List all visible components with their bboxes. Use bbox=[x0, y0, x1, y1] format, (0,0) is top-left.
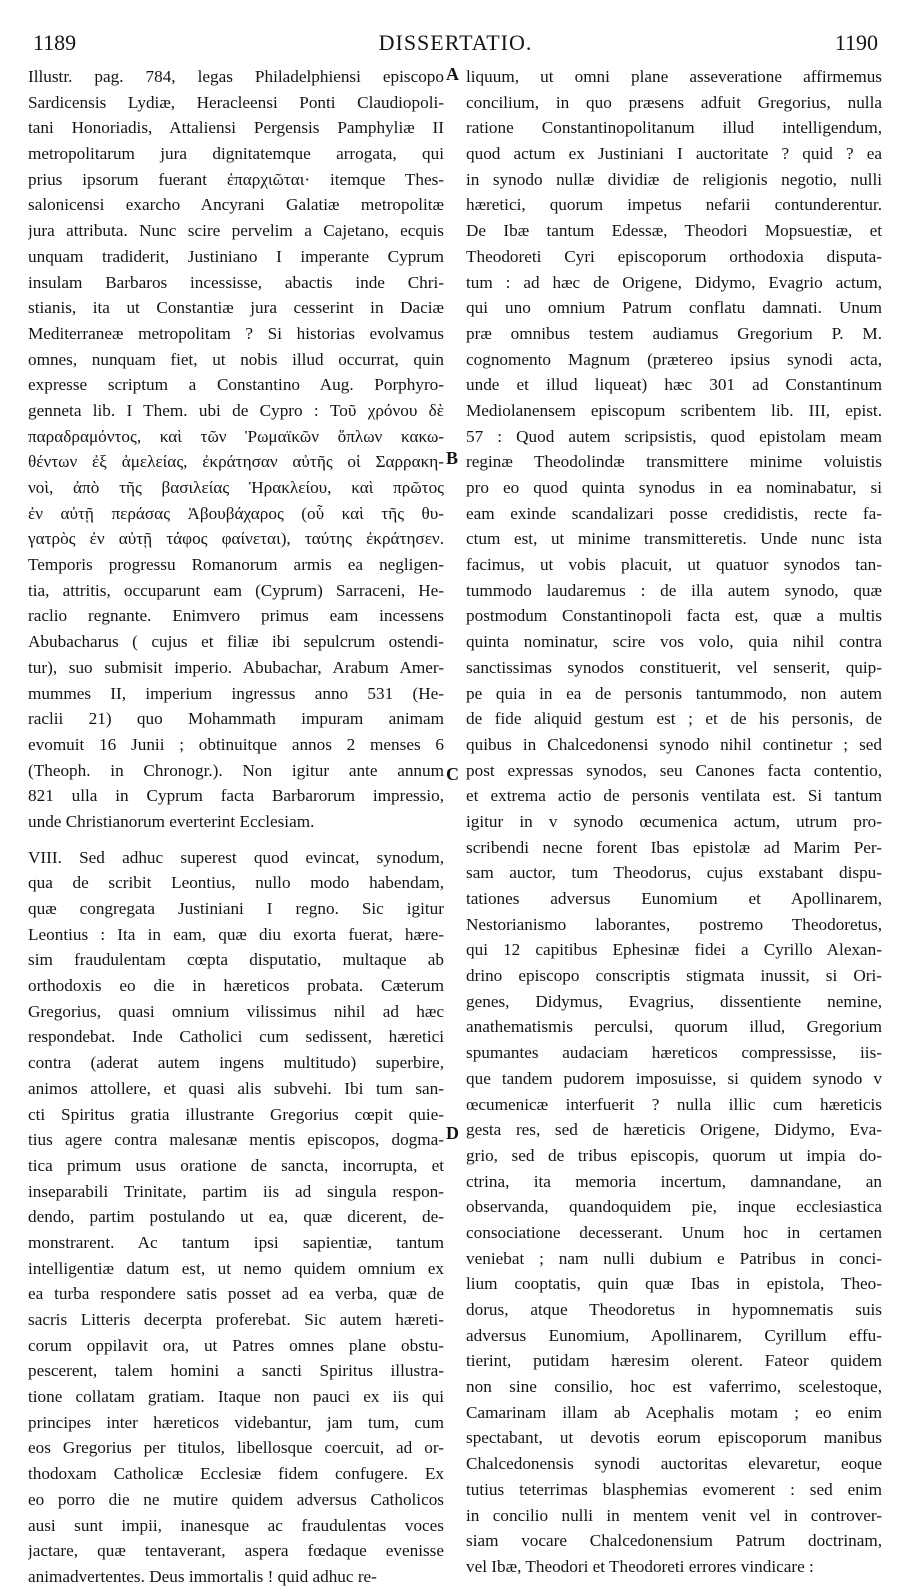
text-line: Gregorius, quasi omnium vilissimus nihil ad hæc bbox=[28, 1001, 444, 1021]
text-line: cognomento Magnum (prætereo ipsius synodi acta, bbox=[466, 349, 882, 369]
text-line: observanda, quandoquidem pie, inque ecclesiastica bbox=[466, 1197, 882, 1217]
text-line: consociatione decesserant. Unum hoc in certamen bbox=[466, 1222, 882, 1242]
text-line: unde et illud liqueat) hæc 301 ad Constantinum bbox=[466, 375, 882, 395]
text-line: scribendi necne forent Ibas epistolæ ad Marim Per- bbox=[466, 837, 882, 857]
text-line: œcumenicæ interfuerit ? nulla illic cum hæreticis bbox=[466, 1094, 882, 1114]
text-line: que tandem pudorem imposuisse, si quidem synodo v bbox=[466, 1068, 882, 1088]
text-line: (Theoph. in Chronogr.). Non igitur ante annum bbox=[28, 760, 444, 780]
text-line: orthodoxis eo die in hæreticos probata. Cæterum bbox=[28, 976, 444, 996]
text-line: VIII. Sed adhuc superest quod evincat, synodum, bbox=[28, 847, 444, 867]
text-line: Illustr. pag. 784, legas Philadelphiensi episcopo bbox=[28, 67, 444, 86]
text-line: ausi sunt impii, inanesque ac fraudulentas voces bbox=[28, 1515, 444, 1535]
text-line: qui uno omnium Patrum conflatu damnati. Unum bbox=[466, 298, 882, 318]
text-line: in synodo nullæ dividiæ de religionis negotio, nulli bbox=[466, 169, 882, 189]
page-header bbox=[33, 30, 878, 60]
text-line: cti Spiritus gratia illustrante Gregorius cœpit quie- bbox=[28, 1104, 444, 1124]
right-text-column bbox=[466, 64, 882, 1580]
text-line: veniebat ; nam nulli dubium e Patribus in conci- bbox=[466, 1248, 882, 1268]
text-line: Mediterraneæ metropolitam ? Si historias evolvamus bbox=[28, 323, 444, 343]
text-line: raclii 21) quo Mohammath impuram animam bbox=[28, 709, 444, 729]
text-line: tione collatam gratiam. Itaque non pauci ex iis qui bbox=[28, 1387, 444, 1407]
margin-marker-b: B bbox=[446, 448, 459, 468]
right-page-number: 1190 bbox=[834, 30, 878, 55]
text-line: drino episcopo conscriptis stigmata inussit, si Ori- bbox=[466, 966, 882, 986]
left-text-column bbox=[28, 64, 444, 1590]
text-line: 57 : Quod autem scripsistis, quod epistolam meam bbox=[466, 426, 882, 446]
text-line: salonicensi exarcho Ancyrani Galatiæ metropolitæ bbox=[28, 195, 444, 215]
text-line: omnes, nunquam fiet, ut nobis illud occurrat, quin bbox=[28, 349, 444, 369]
text-line: inseparabili Trinitate, partim iis ad singula respon- bbox=[28, 1181, 444, 1201]
text-line: unquam tradiderit, Justiniano I imperante Cyprum bbox=[28, 246, 444, 266]
text-line: tani Honoriadis, Attaliensi Pergensis Pamphyliæ II bbox=[28, 118, 444, 138]
text-line: non sine consilio, hoc est vaferrimo, scelestoque, bbox=[466, 1377, 882, 1397]
text-line: præ omnibus testem audiamus Gregorium P. M. bbox=[466, 323, 882, 343]
text-line: monstrarent. Ac tantum ipsi sapientiæ, tantum bbox=[28, 1232, 444, 1252]
text-line: animadvertentes. Deus immortalis ! quid adhuc re- bbox=[28, 1566, 377, 1586]
text-line: grio, sed de tribus episcopis, quorum ut impia do- bbox=[466, 1145, 882, 1165]
text-line: γατρὸς ἐν αὐτῇ τάφος φαίνεται), ταύτης ἐκράτησεν. bbox=[28, 529, 444, 549]
text-line: pro eo quod quinta synodus in ea nominabatur, si bbox=[466, 478, 882, 497]
text-line: sam auctor, tum Theodorus, cujus exstabant dispu- bbox=[466, 863, 882, 883]
text-line: lium cooptatis, quin quæ Ibas in epistola, Theo- bbox=[466, 1274, 882, 1294]
text-line: sim fraudulentam cœpta disputatio, multaque ab bbox=[28, 950, 444, 970]
text-line: siam vocare Chalcedonensium Patrum doctrinam, bbox=[466, 1531, 882, 1551]
text-line: quod actum ex Justiniani I auctoritate ? quid ? ea bbox=[466, 144, 882, 164]
text-line: sanctissimas synodos constituerit, vel senserit, quip- bbox=[466, 657, 882, 677]
text-line: post expressas synodos, seu Canones facta contentio, bbox=[466, 760, 882, 780]
text-line: adversus Eunomium, Apollinarem, Cyrillum effu- bbox=[466, 1325, 882, 1345]
running-title: DISSERTATIO. bbox=[378, 30, 533, 55]
text-line: Abubacharus ( cujus et filiæ ibi sepulcrum ostendi- bbox=[28, 632, 444, 652]
text-line: Theodoreti Cyri episcoporum orthodoxia disputa- bbox=[466, 246, 882, 266]
text-line: dendo, partim postulando ut ea, quæ dicerent, de- bbox=[28, 1207, 444, 1227]
text-line: intelligentiæ datum est, ut nemo quidem omnium ex bbox=[28, 1258, 444, 1278]
text-line: principes inter hæreticos videbantur, jam tum, cum bbox=[28, 1412, 444, 1432]
text-line: spumantes audaciam hæreticos compressisse, iis- bbox=[466, 1043, 882, 1063]
text-line: reginæ Theodolindæ transmittere minime voluistis bbox=[466, 452, 882, 472]
text-line: contra (aderat autem ingens multitudo) superbire, bbox=[28, 1053, 444, 1073]
text-line: 821 ulla in Cyprum facta Barbarorum impressio, bbox=[28, 786, 444, 806]
text-line: raclio regnante. Enimvero primus eam incessens bbox=[28, 606, 444, 626]
text-line: metropolitarum jura dignitatemque arrogata, qui bbox=[28, 144, 444, 164]
text-line: tia, attritis, occuparunt eam (Cyprum) Sarraceni, He- bbox=[28, 580, 444, 600]
left-page-number: 1189 bbox=[33, 30, 77, 55]
text-line: qua de scribit Leontius, nullo modo habendam, bbox=[28, 873, 444, 893]
text-line: quinta nominatur, scire vos volo, quia nihil contra bbox=[466, 632, 882, 652]
text-line: ἐν αὐτῇ περάσας Ἀβουβάχαρος (οὗ καὶ τῆς θυ- bbox=[28, 503, 444, 523]
text-line: pe quia in ea de personis tantummodo, non autem bbox=[466, 683, 882, 703]
text-line: corum oppilavit ora, ut Patres omnes plane obstu- bbox=[28, 1335, 444, 1355]
text-line: θέντων ἐξ ἀμελείας, ἐκράτησαν αὐτῆς οἱ Σαρρακη- bbox=[28, 452, 444, 472]
text-line: jactare, quæ tentaverant, aspera fœdaque evenisse bbox=[28, 1541, 444, 1561]
text-line: anathematismis perculsi, quorum illud, Gregorium bbox=[466, 1017, 882, 1037]
text-line: Nestorianismo laborantes, postremo Theodoretus, bbox=[466, 914, 882, 934]
text-line: tierint, putidam hæresim olerent. Fateor quidem bbox=[466, 1351, 882, 1371]
text-line: νοὶ, ἀπὸ τῆς βασιλείας Ἡρακλείου, καὶ πρῶτος bbox=[28, 478, 444, 497]
text-line: tutius teterrimas blasphemias evomerent : sed enim bbox=[466, 1479, 882, 1499]
text-line: sacris Litteris decerpta proferebat. Sic autem hæreti- bbox=[28, 1310, 444, 1329]
text-line: tum : ad hæc de Origene, Didymo, Evagrio actum, bbox=[466, 272, 882, 292]
text-line: eam exinde scandalizari posse credidistis, recte fa- bbox=[466, 503, 882, 523]
text-line: expresse scriptum a Constantino Aug. Porphyro- bbox=[28, 375, 444, 395]
text-line: Temporis progressu Romanorum armis ea negligen- bbox=[28, 555, 444, 575]
text-line: jura attributa. Nunc scire pervelim a Cajetano, ecquis bbox=[28, 221, 444, 241]
text-line: igitur in v synodo œcumenica actum, utrum pro- bbox=[466, 811, 882, 831]
text-line: Camarinam illam ab Acephalis motam ; eo enim bbox=[466, 1402, 882, 1422]
text-line: tius agere contra malesanæ mentis episcopos, dogma- bbox=[28, 1130, 444, 1150]
text-line: prius ipsorum fuerant ἐπαρχιῶται· itemque Thes- bbox=[28, 169, 444, 189]
margin-marker-c: C bbox=[446, 764, 459, 784]
text-line: thodoxam Catholicæ Ecclesiæ fidem confugere. Ex bbox=[28, 1464, 444, 1484]
text-line: ctrina, ita memoria incertum, damnandane, an bbox=[466, 1171, 882, 1191]
text-line: tur), suo submisit imperio. Abubachar, Arabum Amer- bbox=[28, 657, 444, 677]
text-line: et extrema actio de personis ventilata est. Si tantum bbox=[466, 786, 882, 806]
text-line: ctum est, ut minime transmitteretis. Unde nunc ista bbox=[466, 529, 882, 549]
text-line: ea turba respondere satis posset ad ea verba, quæ de bbox=[28, 1284, 444, 1304]
text-line: Leontius : Ita in eam, quæ diu exorta fuerat, hære- bbox=[28, 924, 444, 944]
text-line: respondebat. Inde Catholici cum sedissent, hæretici bbox=[28, 1027, 444, 1047]
text-line: evomuit 16 Junii ; obtinuitque annos 2 menses 6 bbox=[28, 734, 444, 754]
text-line: genes, Didymus, Evagrius, dissentiente nemine, bbox=[466, 991, 882, 1011]
text-line: de fide aliquid gestum est ; et de his personis, de bbox=[466, 709, 882, 729]
margin-marker-a: A bbox=[446, 64, 459, 84]
text-line: hæretici, quorum impetus nefarii contunderentur. bbox=[466, 195, 882, 215]
text-line: animos attollere, et quasi alis subvehi. Ibi tum san- bbox=[28, 1078, 444, 1098]
text-line: eos Gregorius per titulos, libellosque coercuit, ad or- bbox=[28, 1438, 444, 1458]
text-line: Chalcedonensis synodi auctoritas elevaretur, eoque bbox=[466, 1454, 882, 1474]
margin-marker-d: D bbox=[446, 1123, 459, 1143]
text-line: qui 12 capitibus Ephesinæ fidei a Cyrillo Alexan- bbox=[466, 940, 882, 960]
text-line: tica primum usus oratione de sancta, incorrupta, et bbox=[28, 1155, 444, 1175]
text-line: Sardicensis Lydiæ, Heracleensi Ponti Claudiopoli- bbox=[28, 92, 444, 112]
text-line: gesta res, sed de hæreticis Origene, Didymo, Eva- bbox=[466, 1120, 882, 1140]
text-line: mummes II, imperium ingressus anno 531 (He- bbox=[28, 683, 444, 703]
text-line: tationes adversus Eunomium et Apollinarem, bbox=[466, 889, 882, 908]
text-line: genneta lib. I Them. ubi de Cypro : Τοῦ χρόνου δὲ bbox=[28, 400, 444, 420]
text-line: pescerent, talem homini a sancti Spiritus illustra- bbox=[28, 1361, 444, 1381]
text-line: παραδραμόντος, καὶ τῶν Ῥωμαϊκῶν ὅπλων κακω- bbox=[28, 426, 444, 446]
text-line: Mediolanensem episcopum scribentem lib. III, epist. bbox=[466, 400, 882, 420]
text-line: dorus, atque Theodoretus in hypomnematis suis bbox=[466, 1300, 882, 1319]
text-line: in concilio nulli in mentem venit vel in controver- bbox=[466, 1505, 882, 1525]
text-line: vel Ibæ, Theodori et Theodoreti errores vindicare : bbox=[466, 1556, 814, 1576]
text-line: spectabant, ut devotis eorum episcoporum manibus bbox=[466, 1428, 882, 1448]
text-line: postmodum Constantinopoli facta est, quæ a multis bbox=[466, 606, 882, 626]
text-line: concilium, in quo præsens adfuit Gregorius, nulla bbox=[466, 92, 882, 112]
text-line: unde Christianorum everterint Ecclesiam. bbox=[28, 811, 315, 831]
text-line: quibus in Chalcedonensi synodo nihil continetur ; sed bbox=[466, 734, 882, 754]
text-line: tummodo laudaremus : de illa autem synodo, quæ bbox=[466, 580, 882, 600]
text-line: liquum, ut omni plane asseveratione affirmemus bbox=[466, 67, 882, 86]
text-line: insulam Barbaros incessisse, abactis inde Chri- bbox=[28, 272, 444, 292]
text-line: quæ congregata Justiniani I regno. Sic igitur bbox=[28, 899, 444, 918]
text-line: stianis, ita ut Constantiæ jura cesserint in Daciæ bbox=[28, 298, 444, 318]
text-line: facimus, ut vobis placuit, ut quatuor synodos tan- bbox=[466, 555, 882, 575]
text-line: De Ibæ tantum Edessæ, Theodori Mopsuestiæ, et bbox=[466, 221, 882, 241]
text-line: ratione Constantinopolitanum illud intelligendum, bbox=[466, 118, 882, 138]
text-line: eo porro die ne mutire quidem adversus Catholicos bbox=[28, 1489, 444, 1509]
